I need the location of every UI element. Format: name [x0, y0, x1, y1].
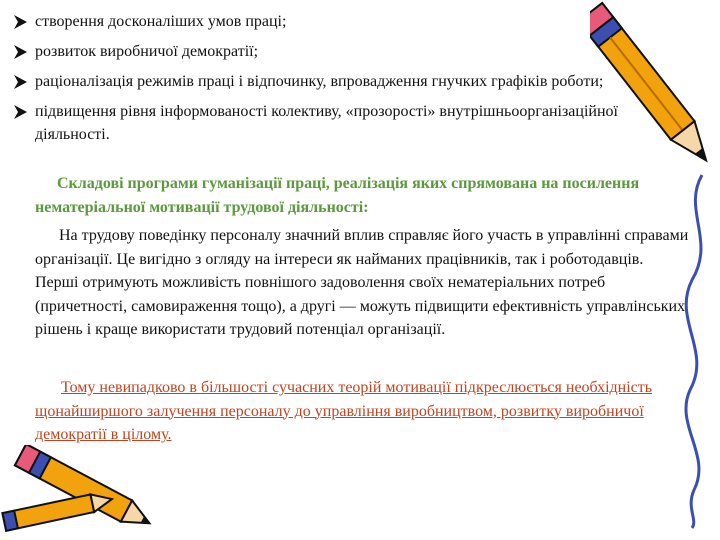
arrow-bullet-icon [12, 74, 28, 90]
bullet-list [8, 10, 688, 153]
list-item [8, 40, 688, 63]
bullet-text: раціоналізація режимів праці і відпочинку, впровадження гнучких графіків роботи; [35, 73, 604, 90]
list-item [8, 70, 688, 93]
section-heading: Складові програми гуманізації праці, реалізація яких спрямована на посилення нематеріальної мотивації трудової діяльності: [35, 175, 640, 216]
pencil-icon [0, 445, 160, 540]
bullet-text: створення досконаліших умов праці; [35, 13, 287, 30]
conclusion-link[interactable]: Тому невипадково в більшості сучасних теорій мотивації підкреслюється необхідність щонайширшого залучення персоналу до управління виробництвом, розвитку виробничої демократії в цілому. [35, 379, 653, 443]
arrow-bullet-icon [12, 44, 28, 60]
body-paragraph: На трудову поведінку персоналу значний вплив справляє його участь в управлінні справами організації. Це вигідно з огляду на інтереси як найманих працівників, так і роботодавців. Перші отримують можливість повнішого задоволення своїх нематеріальних потреб (причетності, самовираження тощо), а другі — можуть підвищити ефективність управлінських рішень і краще використати трудовий потенціал організації. [35, 227, 689, 338]
arrow-bullet-icon [12, 104, 28, 120]
arrow-bullet-icon [12, 14, 28, 30]
bullet-text: розвиток виробничої демократії; [35, 43, 259, 60]
list-item [8, 10, 688, 33]
bullet-text: підвищення рівня інформованості колективу, «прозорості» внутрішньоорганізаційної діяльності. [35, 103, 618, 143]
list-item [8, 100, 688, 146]
